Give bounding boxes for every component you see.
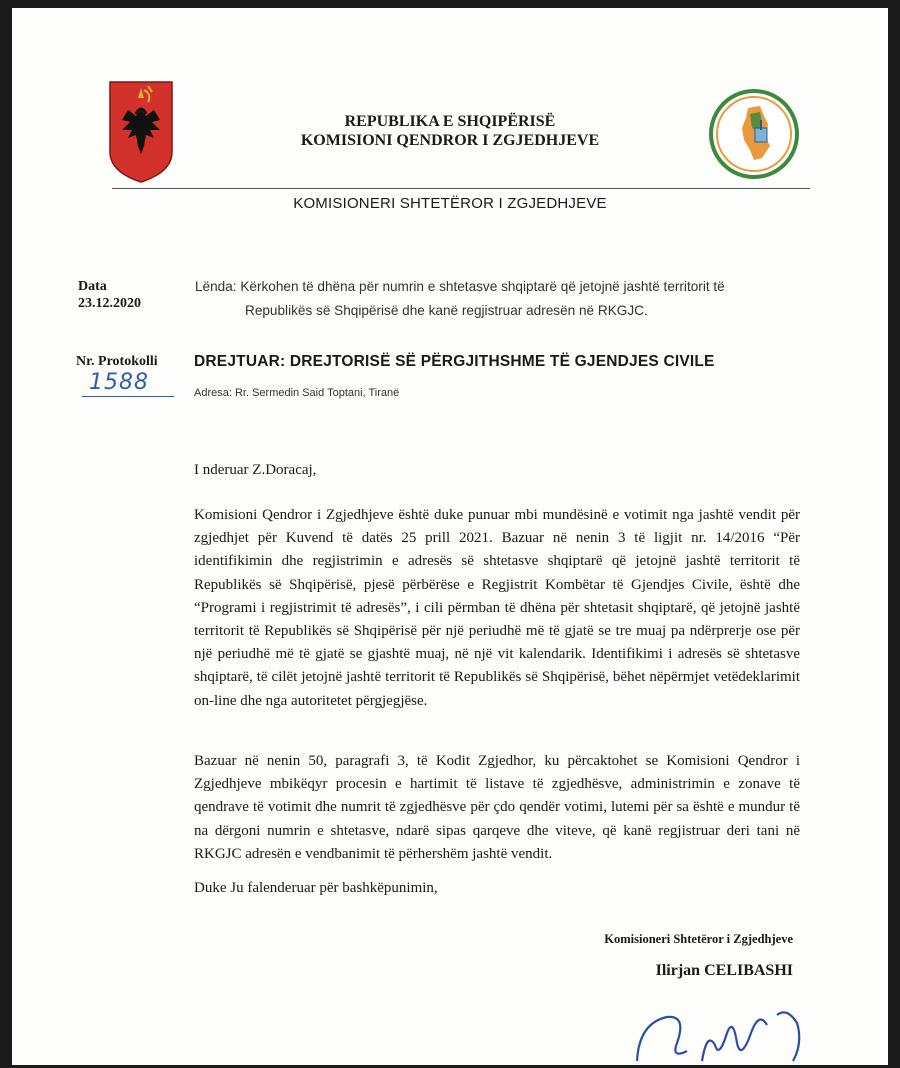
recipient-address: Adresa: Rr. Sermedin Said Toptani, Tiranë [194,387,400,399]
signatory-role: Komisioneri Shtetëror i Zgjedhjeve [604,932,793,946]
salutation: I nderuar Z.Doracaj, [194,462,317,478]
header-institution: KOMISIONI QENDROR I ZGJEDHJEVE [300,132,600,149]
signatory-name: Ilirjan CELIBASHI [655,962,793,979]
date-label: Data [78,279,107,294]
subject-line-2: Republikës së Shqipërisë dhe kanë regjistruar adresën në RKGJC. [245,303,648,318]
body-paragraph-2: Bazuar në nenin 50, paragrafi 3, të Kodit Zgjedhor, ku përcaktohet se Komisioni Qendror i Zgjedhjeve mbikëqyr procesin e hartimit të listave të zgjedhësve, administrimin e zonave të qendrave të votimit dhe numrit të zgjedhësve për çdo qendër votimi, lutemi për sa është e mundur të na dërgoni numrin e shtetasve, ndarë sipas qarqeve dhe viteve, që kanë regjistruar deri tani në RKGJC adresën e vendbanimit të përhershëm jashtë vendit. [194,753,800,862]
header-title [12,112,888,150]
header-country: REPUBLIKA E SHQIPËRISË [344,113,556,130]
protocol-number: 1588 [89,370,149,395]
header-divider [112,188,810,189]
closing-line: Duke Ju falenderuar për bashkëpunimin, [194,880,438,896]
date-value: 23.12.2020 [78,296,141,311]
protocol-underline [82,396,174,397]
date-block [78,278,141,312]
letter-page [12,8,888,1065]
protocol-label: Nr. Protokolli [76,354,158,369]
subject-line-1: Lënda: Kërkohen të dhëna për numrin e shtetasve shqiptarë që jetojnë jashtë territorit të [195,279,725,294]
body-paragraph-1: Komisioni Qendror i Zgjedhjeve është duke punuar mbi mundësinë e votimit nga jashtë vendit për zgjedhjet për Kuvend të datës 25 prill 2021. Bazuar në nenin 3 të ligjit nr. 14/2016 “Për identifikimin dhe regjistrimin e adresës së shtetasve shqiptarë që jetojnë jashtë territorit të Republikës së Shqipërisë, pjesë përbërëse e Regjistrit Kombëtar të Gjendjes Civile, është dhe “Programi i regjistrimit të adresës”, i cili përmban të dhëna për shtetasit shqiptarë, që jetojnë jashtë territorit të Republikës së Shqipërisë për një periudhë më të gjatë se tre muaj pa ndërprerje ose për një periudhë më të gjatë se gjashtë muaj, në një vit kalendarik. Identifikimi i adresës së shtetasve shqiptarë, të cilët jetojnë jashtë territorit të Republikës së Shqipërisë, bëhet nëpërmjet vetëdeklarimit on-line dhe nga autoritetet përgjegjëse. [194,507,800,709]
subject-block [195,275,815,323]
handwritten-signature [627,1003,827,1068]
header-subheading: KOMISIONERI SHTETËROR I ZGJEDHJEVE [293,195,607,212]
recipient-title: DREJTUAR: DREJTORISË SË PËRGJITHSHME TË GJENDJES CIVILE [194,353,715,370]
